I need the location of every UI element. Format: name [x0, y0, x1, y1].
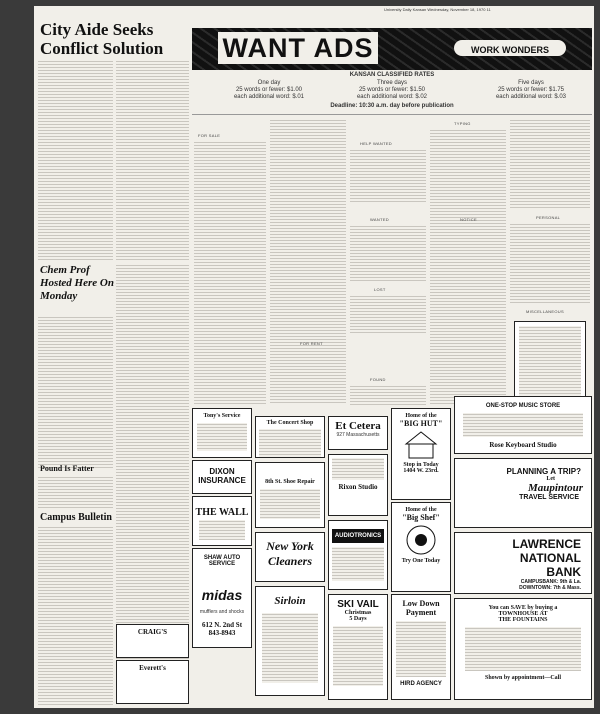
deadline: Deadline: 10:30 a.m. day before publication [330, 103, 454, 109]
section-notice: NOTICE [460, 217, 477, 222]
section-for-rent: FOR RENT [300, 341, 323, 346]
maupintour-ad: PLANNING A TRIP? Let Maupintour TRAVEL SERVICE [454, 458, 592, 528]
the-wall-ad: THE WALL [192, 496, 252, 546]
newspaper-page [34, 6, 594, 708]
want-ads-badge: WORK WONDERS [471, 45, 549, 55]
lost-listings [350, 295, 426, 335]
craigs-ad: CRAIG'S [116, 624, 189, 658]
lawrence-national-bank-ad: LAWRENCE NATIONAL BANK CAMPUSBANK: 9th & La. DOWNTOWN: 7th & Mass. [454, 532, 592, 594]
everetts-ad: Everett's [116, 660, 189, 704]
classified-columns [192, 114, 592, 407]
section-personal: PERSONAL [536, 215, 561, 220]
want-ads-title: WANT ADS [222, 33, 374, 63]
bulletin-column [38, 526, 113, 706]
campus-bulletin-title: Campus Bulletin [40, 512, 112, 523]
shoe-repair-ad: 8th St. Shoe Repair [255, 462, 325, 528]
sub-headline-2: Pound Is Fatter [40, 464, 94, 473]
classified-rates [192, 72, 592, 112]
section-typing: TYPING [454, 121, 471, 126]
want-ads-banner [192, 28, 592, 70]
rate-five-days: Five days 25 words or fewer: $1.75 each additional word: $.03 [495, 80, 567, 100]
classified-col-5 [510, 119, 590, 209]
new-york-cleaners-ad: New York Cleaners [255, 532, 325, 582]
big-hut-ad: Home of the "BIG HUT" Stop in Today 1404 W. 23rd. [391, 408, 451, 500]
music-store-ad: ONE-STOP MUSIC STORE Rose Keyboard Studio [454, 396, 592, 454]
section-misc: MISCELLANEOUS [526, 309, 564, 314]
found-listings [350, 385, 426, 405]
story-column-4 [38, 476, 113, 508]
burger-chef-icon [392, 522, 450, 558]
sub-headline: Chem Prof Hosted Here On Monday [40, 264, 114, 302]
wanted-listings [350, 225, 426, 281]
section-lost: LOST [374, 287, 386, 292]
misc-boxed-ad [514, 321, 586, 401]
story-column-2 [116, 60, 189, 260]
story-column-1 [38, 60, 113, 260]
sirloin-ad: Sirloin [255, 586, 325, 696]
concert-shop-ad: The Concert Shop [255, 416, 325, 458]
personal-listings [510, 223, 590, 303]
section-wanted: WANTED [370, 217, 389, 222]
fountains-townhouse-ad: You can SAVE by buying a TOWNHOUSE AT THE FOUNTAINS Shown by appointment—Call [454, 598, 592, 700]
rates-title: KANSAN CLASSIFIED RATES [349, 72, 435, 78]
audiotronics-ad: AUDIOTRONICS [328, 520, 388, 590]
burger-hut-icon [392, 428, 450, 462]
headline-2: Conflict Solution [40, 39, 164, 58]
tonys-ad: Tony's Service [192, 408, 252, 458]
section-found: FOUND [370, 377, 386, 382]
big-shef-ad: Home of the "Big Shef" Try One Today [391, 502, 451, 592]
et-cetera-ad: Et Cetera 927 Massachusetts [328, 416, 388, 450]
shaw-midas-ad: SHAW AUTO SERVICE midas mufflers and shocks 612 N. 2nd St 843-8943 [192, 548, 252, 648]
story-column-3 [38, 316, 113, 468]
help-wanted-listings [350, 149, 426, 203]
for-sale-listings [194, 141, 266, 405]
rate-three-days: Three days 25 words or fewer: $1.50 each additional word: $.02 [356, 80, 428, 100]
page-header: University Daily Kansan Wednesday, November 18, 1970 11 [384, 7, 491, 12]
headline-1: City Aide Seeks [40, 20, 154, 39]
rate-one-day: One day 25 words or fewer: $1.00 each additional word: $.01 [233, 80, 305, 100]
classified-col-2 [270, 119, 346, 405]
dixon-ad: DIXON INSURANCE [192, 460, 252, 494]
typing-listings [430, 129, 506, 405]
section-for-sale: FOR SALE [198, 133, 221, 138]
section-help-wanted: HELP WANTED [360, 141, 392, 146]
ski-vail-ad: SKI VAIL Christmas 5 Days [328, 594, 388, 700]
low-down-payment-ad: Low Down Payment HIRD AGENCY [391, 594, 451, 700]
rixon-studio-ad: Rixon Studio [328, 454, 388, 516]
